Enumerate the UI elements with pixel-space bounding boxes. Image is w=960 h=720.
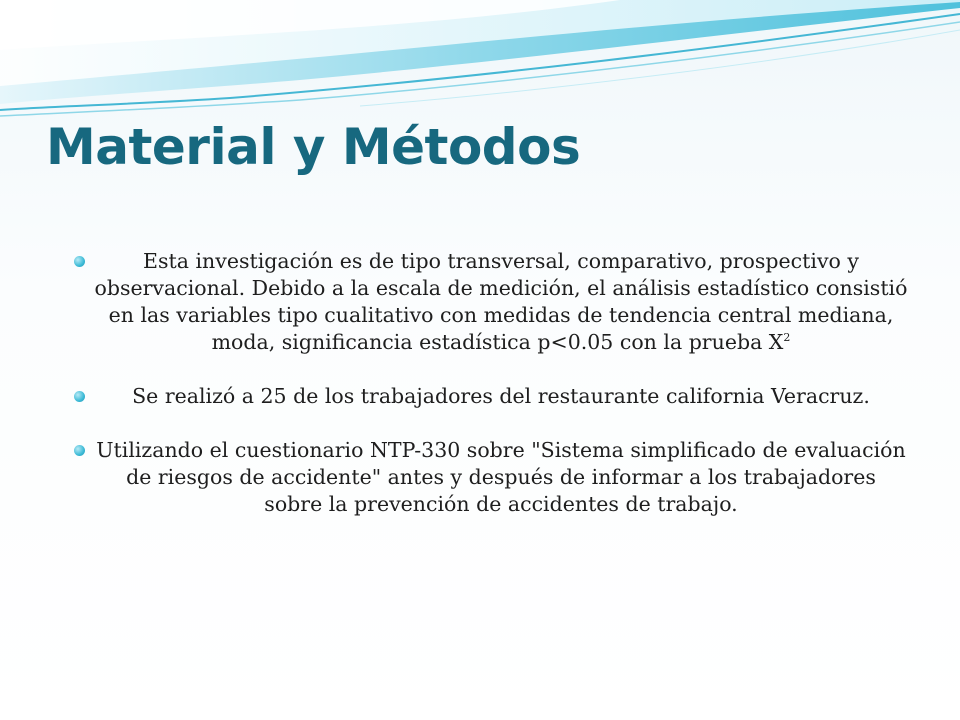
superscript-two: 2 <box>783 331 791 345</box>
bullet-text-methodology: Esta investigación es de tipo transversal, comparativo, prospectivo y observacional. Debido a la escala de medición, el análisis estadístico consistió en las variables tipo cualitativo con medidas de tendencia central mediana, moda, significancia estadística p<0.05 con la prueba X <box>94 249 908 354</box>
bullet-item-questionnaire <box>68 437 908 518</box>
decorative-wave <box>0 0 960 130</box>
slide-title: Material y Métodos <box>46 118 581 176</box>
bullet-dot-icon <box>74 256 85 267</box>
bullet-item-methodology <box>68 248 908 356</box>
bullet-text-questionnaire: Utilizando el cuestionario NTP-330 sobre "Sistema simplificado de evaluación de riesgos de accidente" antes y después de informar a los trabajadores sobre la prevención de accidentes de trabajo. <box>96 438 906 516</box>
bullet-item-sample <box>68 383 908 410</box>
bullet-dot-icon <box>74 445 85 456</box>
bullet-dot-icon <box>74 391 85 402</box>
bullet-list <box>68 248 908 518</box>
bullet-text-sample: Se realizó a 25 de los trabajadores del restaurante california Veracruz. <box>132 384 870 408</box>
